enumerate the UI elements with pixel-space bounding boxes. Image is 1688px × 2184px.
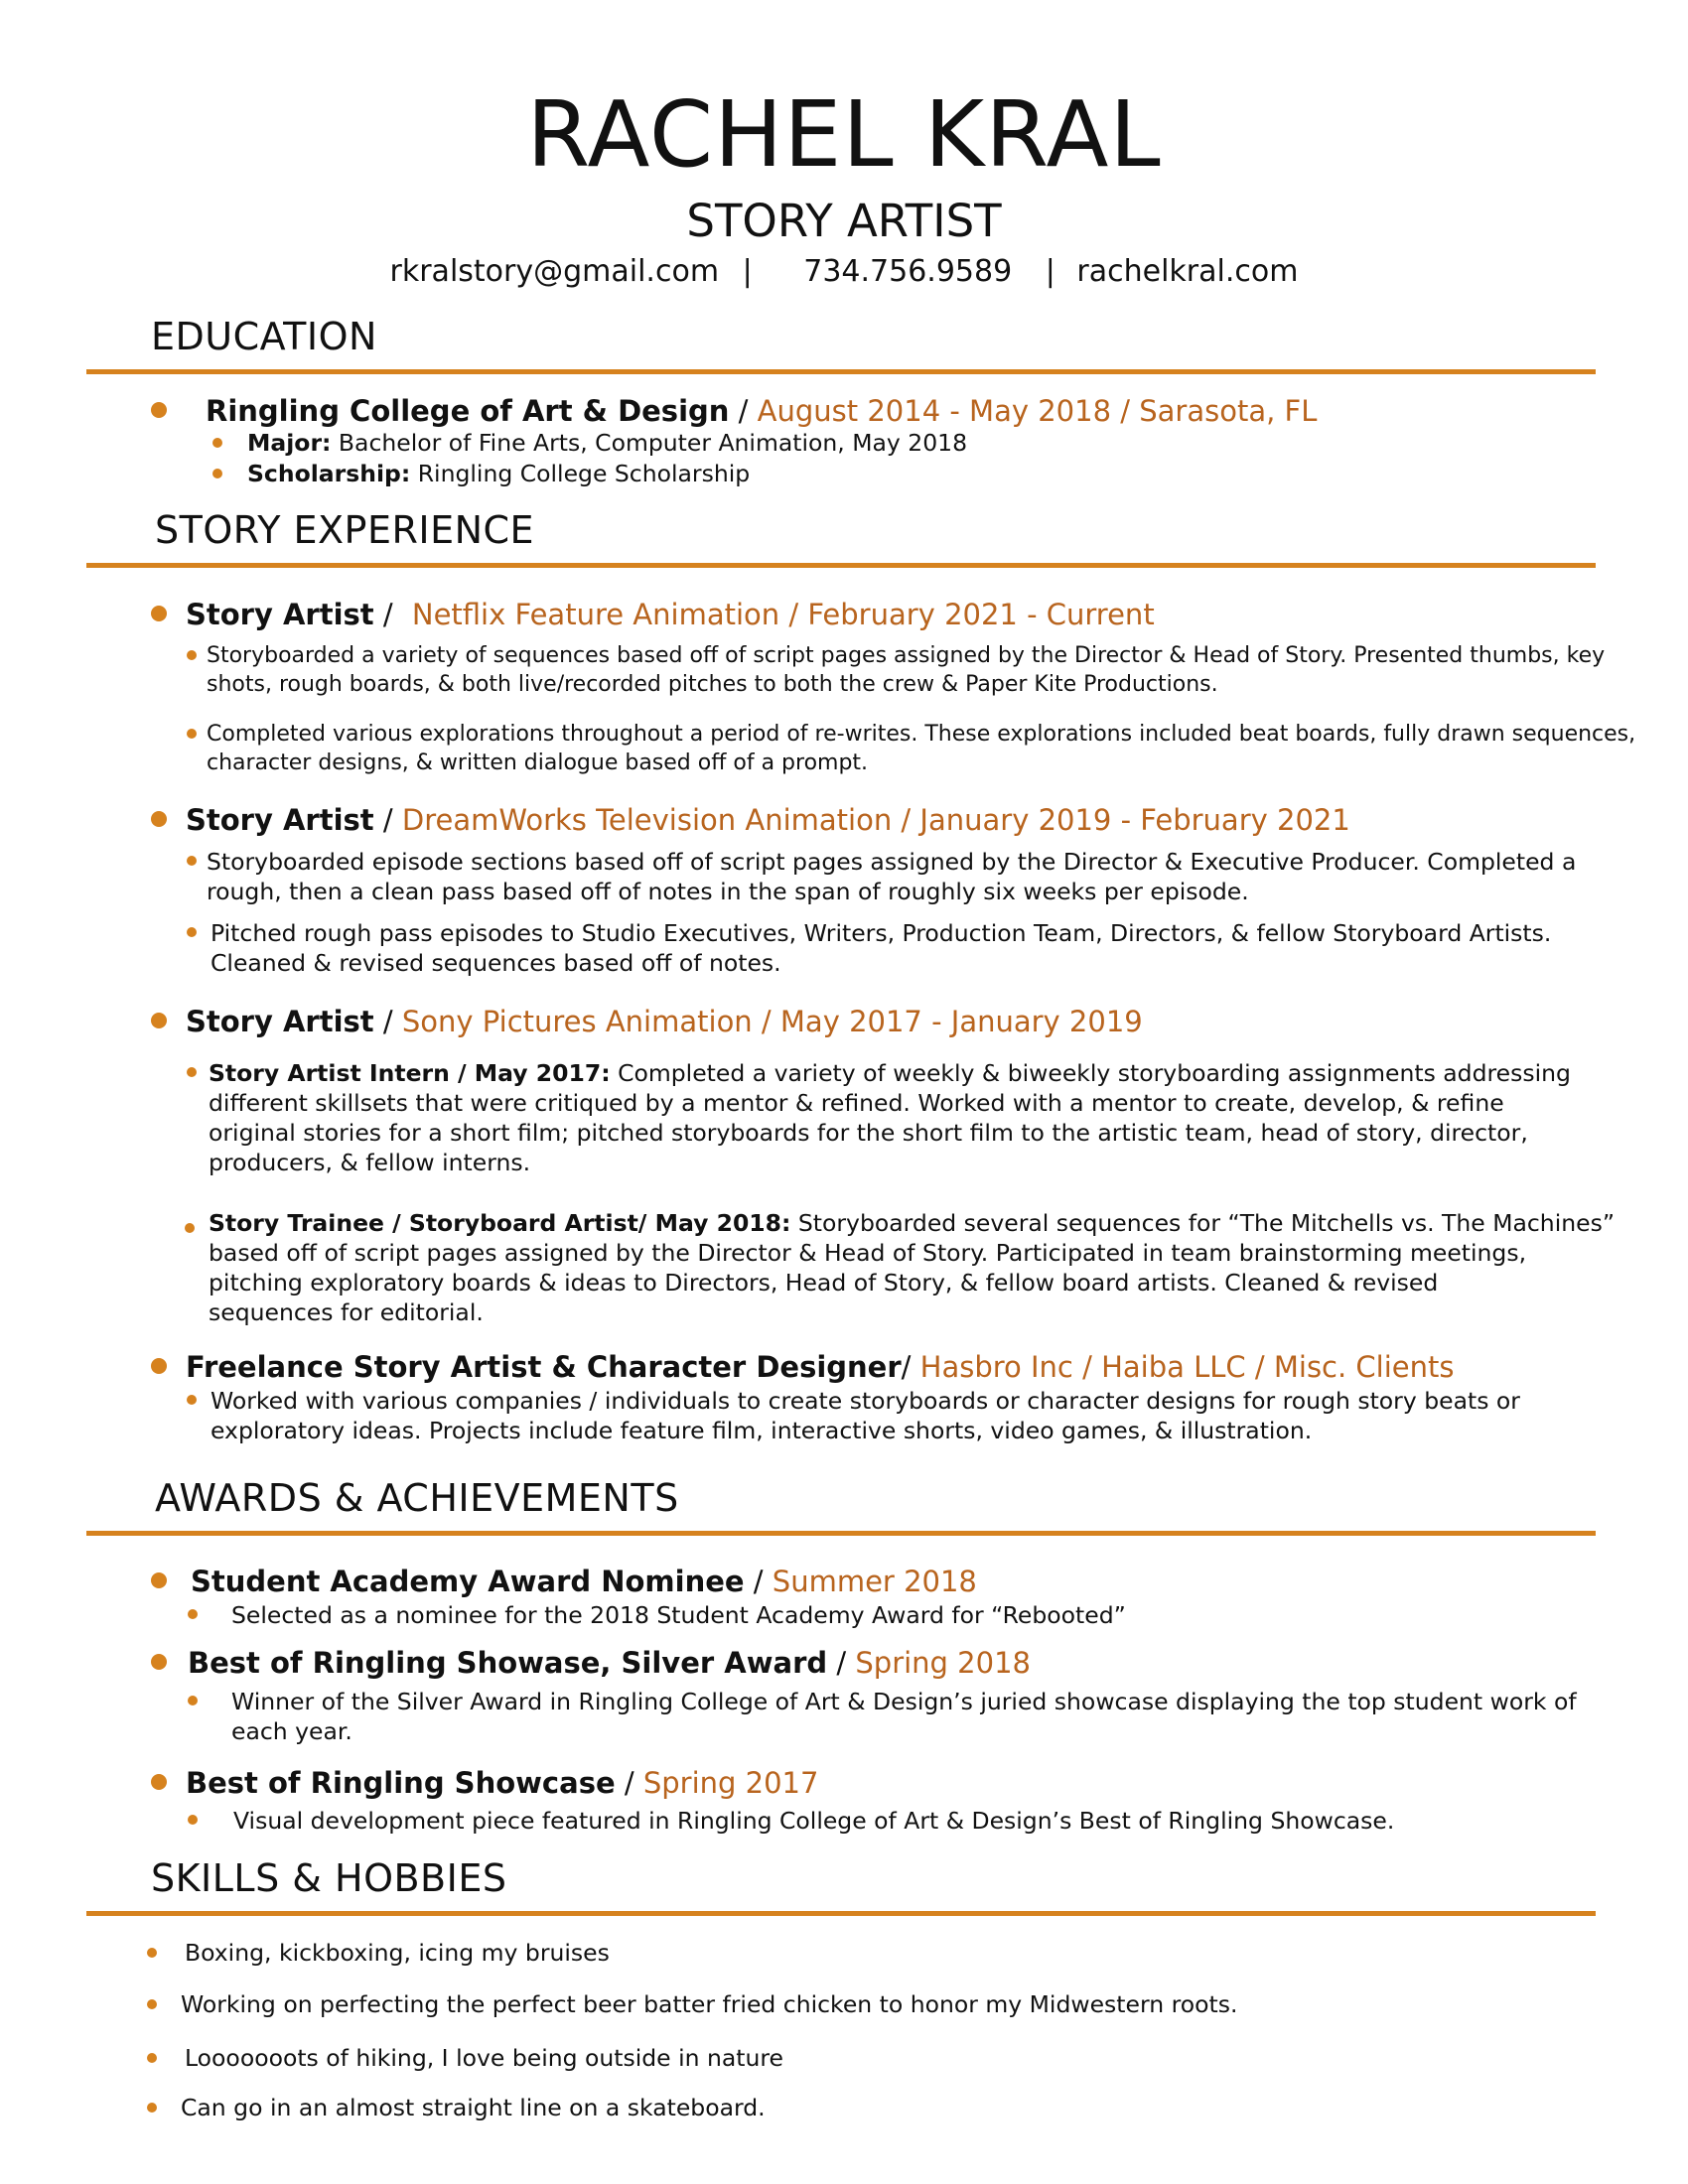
bullet-icon bbox=[147, 2103, 157, 2113]
section-heading-skills: SKILLS & HOBBIES bbox=[151, 1856, 507, 1900]
bullet-icon bbox=[187, 1067, 197, 1077]
job-title: STORY ARTIST bbox=[686, 195, 1002, 247]
bullet-icon bbox=[151, 606, 167, 621]
bullet-line: pitching exploratory boards & ideas to Directors, Head of Story, & fellow board artists. Cleaned & revised bbox=[209, 1269, 1439, 1297]
slash: / bbox=[382, 1005, 393, 1038]
major-label: Major: bbox=[247, 429, 332, 457]
award-date: Summer 2018 bbox=[772, 1565, 977, 1598]
skill-item: Looooooots of hiking, I love being outside in nature bbox=[185, 2044, 784, 2072]
school-name: Ringling College of Art & Design bbox=[206, 394, 730, 428]
bullet-line: Selected as a nominee for the 2018 Student Academy Award for “Rebooted” bbox=[231, 1601, 1126, 1629]
award-entry bbox=[188, 1646, 1031, 1680]
bullet-icon bbox=[151, 1013, 167, 1028]
education-details: August 2014 - May 2018 / Sarasota, FL bbox=[757, 394, 1318, 428]
job-org: Hasbro Inc / Haiba LLC / Misc. Clients bbox=[911, 1350, 1455, 1384]
section-divider bbox=[86, 563, 1596, 568]
section-heading-awards: AWARDS & ACHIEVEMENTS bbox=[155, 1476, 679, 1520]
job-bullet bbox=[211, 1386, 1520, 1445]
award-title: Best of Ringling Showase, Silver Award bbox=[188, 1646, 828, 1680]
bullet-icon bbox=[188, 1609, 198, 1619]
award-title: Best of Ringling Showcase bbox=[186, 1766, 616, 1800]
bullet-icon bbox=[147, 1948, 157, 1958]
job-bullet bbox=[207, 720, 1635, 777]
job-role: Story Artist bbox=[186, 1005, 374, 1038]
bullet-line: Visual development piece featured in Ringling College of Art & Design’s Best of Ringling Showcase. bbox=[233, 1807, 1395, 1835]
slash: / bbox=[901, 1350, 912, 1384]
slash: / bbox=[382, 598, 393, 631]
bullet-icon bbox=[187, 1395, 197, 1405]
award-bullet bbox=[231, 1600, 1126, 1630]
bullet-icon bbox=[147, 2053, 157, 2063]
bullet-lead: Story Artist Intern / May 2017: bbox=[209, 1059, 611, 1087]
job-role: Story Artist bbox=[186, 803, 374, 837]
bullet-line: different skillsets that were critiqued by a mentor & refined. Worked with a mentor to create, develop, & refine bbox=[209, 1089, 1504, 1117]
bullet-line: Winner of the Silver Award in Ringling College of Art & Design’s juried showcase displaying the top student work of bbox=[231, 1688, 1577, 1715]
bullet-icon bbox=[187, 856, 197, 866]
bullet-line: Storyboarded episode sections based off of script pages assigned by the Director & Executive Producer. Completed a bbox=[207, 848, 1577, 876]
bullet-icon bbox=[151, 1774, 167, 1790]
job-role: Story Artist bbox=[186, 598, 374, 631]
contact-line bbox=[0, 254, 1688, 289]
scholarship-value: Ringling College Scholarship bbox=[417, 460, 751, 487]
candidate-name: RACHEL KRAL bbox=[526, 81, 1162, 188]
bullet-icon bbox=[185, 1223, 195, 1233]
job-entry bbox=[186, 803, 1350, 837]
bullet-line: shots, rough boards, & both live/recorded pitches to both the crew & Paper Kite Productions. bbox=[207, 672, 1218, 697]
bullet-line: rough, then a clean pass based off of notes in the span of roughly six weeks per episode. bbox=[207, 878, 1249, 905]
bullet-line: Cleaned & revised sequences based off of notes. bbox=[211, 949, 781, 977]
job-bullet bbox=[209, 1058, 1571, 1177]
separator: | bbox=[742, 254, 753, 289]
bullet-line: Completed various explorations throughout a period of re-writes. These explorations included beat boards, fully drawn sequences, bbox=[207, 722, 1636, 747]
bullet-icon bbox=[187, 729, 197, 739]
bullet-icon bbox=[187, 650, 197, 660]
skill-item: Can go in an almost straight line on a skateboard. bbox=[181, 2094, 766, 2121]
award-date: Spring 2017 bbox=[642, 1766, 819, 1800]
section-heading-experience: STORY EXPERIENCE bbox=[155, 508, 535, 552]
bullet-icon bbox=[147, 1999, 157, 2009]
bullet-line: Story Artist Intern / May 2017: Completed a variety of weekly & biweekly storyboarding assignments addressing bbox=[209, 1059, 1571, 1087]
job-entry bbox=[186, 598, 1155, 631]
skill-item: Working on perfecting the perfect beer batter fried chicken to honor my Midwestern roots. bbox=[181, 1990, 1238, 2018]
bullet-icon bbox=[188, 1815, 198, 1825]
website-link[interactable]: rachelkral.com bbox=[1076, 254, 1299, 289]
award-bullet bbox=[231, 1687, 1577, 1746]
bullet-icon bbox=[151, 811, 167, 827]
job-org: Sony Pictures Animation / May 2017 - January 2019 bbox=[401, 1005, 1143, 1038]
bullet-line: producers, & fellow interns. bbox=[209, 1149, 531, 1176]
bullet-line: exploratory ideas. Projects include feature film, interactive shorts, video games, & illustration. bbox=[211, 1417, 1313, 1444]
job-bullet bbox=[211, 918, 1551, 978]
bullet-icon bbox=[151, 1572, 167, 1588]
slash: / bbox=[624, 1766, 634, 1800]
skill-item: Boxing, kickboxing, icing my bruises bbox=[185, 1939, 610, 1967]
award-bullet bbox=[233, 1806, 1394, 1836]
scholarship-label: Scholarship: bbox=[247, 460, 411, 487]
slash: / bbox=[382, 803, 393, 837]
job-entry bbox=[186, 1005, 1143, 1038]
section-divider bbox=[86, 369, 1596, 374]
bullet-line: character designs, & written dialogue based off of a prompt. bbox=[207, 751, 869, 775]
separator: | bbox=[1045, 254, 1055, 289]
slash: / bbox=[836, 1646, 847, 1680]
section-divider bbox=[86, 1911, 1596, 1916]
bullet-line: each year. bbox=[231, 1717, 352, 1745]
award-title: Student Academy Award Nominee bbox=[191, 1565, 745, 1598]
phone-number: 734.756.9589 bbox=[803, 254, 1013, 289]
slash: / bbox=[738, 394, 749, 428]
slash: / bbox=[753, 1565, 764, 1598]
bullet-icon bbox=[188, 1696, 198, 1706]
education-entry bbox=[206, 394, 1317, 428]
bullet-line: original stories for a short film; pitched storyboards for the short film to the artistic team, head of story, director, bbox=[209, 1119, 1528, 1147]
bullet-line: based off of script pages assigned by the Director & Head of Story. Participated in team brainstorming meetings, bbox=[209, 1239, 1527, 1267]
job-entry bbox=[186, 1350, 1455, 1384]
job-org: Netflix Feature Animation / February 2021 - Current bbox=[411, 598, 1155, 631]
bullet-icon bbox=[212, 469, 222, 478]
bullet-icon bbox=[151, 1654, 167, 1670]
bullet-line: Worked with various companies / individuals to create storyboards or character designs for rough story beats or bbox=[211, 1387, 1520, 1415]
scholarship-line bbox=[247, 460, 750, 487]
job-role: Freelance Story Artist & Character Designer bbox=[186, 1350, 902, 1384]
section-divider bbox=[86, 1531, 1596, 1536]
bullet-line: sequences for editorial. bbox=[209, 1298, 484, 1326]
bullet-icon bbox=[187, 927, 197, 937]
job-org: DreamWorks Television Animation / January 2019 - February 2021 bbox=[401, 803, 1350, 837]
major-value: Bachelor of Fine Arts, Computer Animation, May 2018 bbox=[338, 429, 968, 457]
section-heading-education: EDUCATION bbox=[151, 315, 377, 358]
bullet-line: Storyboarded a variety of sequences based off of script pages assigned by the Director & Head of Story. Presented thumbs, key bbox=[207, 643, 1606, 668]
bullet-icon bbox=[151, 402, 167, 418]
bullet-lead: Story Trainee / Storyboard Artist/ May 2018: bbox=[209, 1209, 791, 1237]
bullet-line: Story Trainee / Storyboard Artist/ May 2018: Storyboarded several sequences for “The Mitchells vs. The Machines” bbox=[209, 1209, 1615, 1237]
award-date: Spring 2018 bbox=[855, 1646, 1031, 1680]
job-bullet bbox=[207, 641, 1605, 699]
bullet-line: Pitched rough pass episodes to Studio Executives, Writers, Production Team, Directors, & fellow Storyboard Artists. bbox=[211, 919, 1552, 947]
major-line bbox=[247, 429, 967, 457]
bullet-icon bbox=[151, 1358, 167, 1374]
job-bullet bbox=[209, 1208, 1615, 1327]
bullet-icon bbox=[212, 438, 222, 448]
email-link[interactable]: rkralstory@gmail.com bbox=[389, 254, 720, 289]
award-entry bbox=[186, 1766, 818, 1800]
job-bullet bbox=[207, 847, 1576, 906]
award-entry bbox=[191, 1565, 977, 1598]
